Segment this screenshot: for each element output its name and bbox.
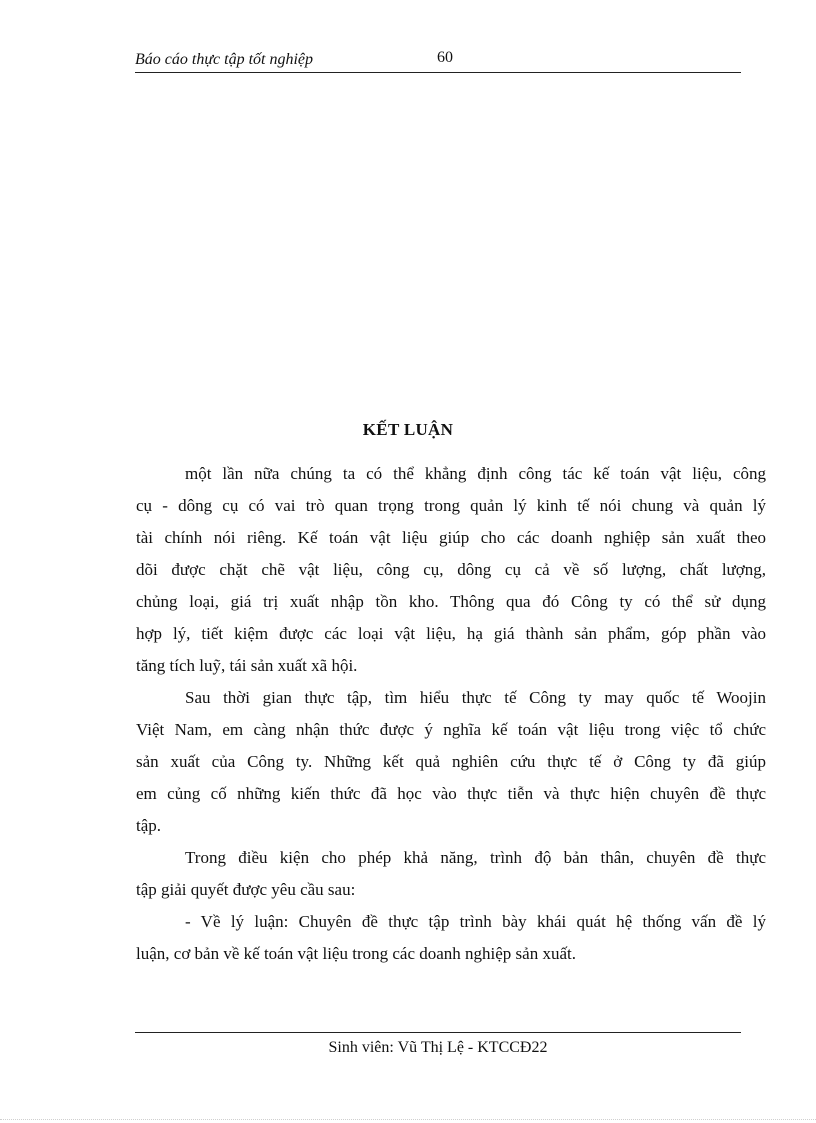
paragraph-line: sản xuất của Công ty. Những kết quả nghiên cứu thực tế ở Công ty đã giúp	[136, 752, 766, 771]
paragraph-line: tập.	[136, 816, 162, 835]
paragraph-line: Việt Nam, em càng nhận thức được ý nghĩa kế toán vật liệu trong việc tổ chức	[136, 720, 766, 739]
paragraph-line: hợp lý, tiết kiệm được các loại vật liệu, hạ giá thành sản phẩm, góp phần vào	[136, 624, 766, 643]
body-text	[136, 458, 766, 970]
page-header	[135, 48, 741, 73]
paragraph-line: chủng loại, giá trị xuất nhập tồn kho. Thông qua đó Công ty có thể sử dụng	[136, 592, 766, 611]
paragraph-line: một lần nữa chúng ta có thể khẳng định công tác kế toán vật liệu, công	[185, 464, 766, 483]
page-edge-divider	[0, 1119, 816, 1120]
paragraph-line: - Về lý luận: Chuyên đề thực tập trình bày khái quát hệ thống vấn đề lý	[185, 912, 766, 931]
page-footer	[135, 1032, 741, 1056]
paragraph-line: tài chính nói riêng. Kế toán vật liệu giúp cho các doanh nghiệp sản xuất theo	[136, 528, 766, 547]
paragraph-line: em củng cố những kiến thức đã học vào thực tiễn và thực hiện chuyên đề thực	[136, 784, 766, 803]
footer-text: Sinh viên: Vũ Thị Lệ - KTCCĐ22	[328, 1039, 548, 1056]
paragraph-line: cụ - dông cụ có vai trò quan trọng trong quản lý kinh tế nói chung và quản lý	[136, 496, 766, 515]
paragraph-line: tập giải quyết được yêu cầu sau:	[136, 880, 356, 899]
paragraph-line: Trong điều kiện cho phép khả năng, trình độ bản thân, chuyên đề thực	[185, 848, 766, 867]
paragraph-line: dõi được chặt chẽ vật liệu, công cụ, dông cụ cả về số lượng, chất lượng,	[136, 560, 766, 579]
section-heading: KẾT LUẬN	[362, 420, 454, 439]
paragraph-line: tăng tích luỹ, tái sản xuất xã hội.	[136, 656, 358, 675]
header-title: Báo cáo thực tập tốt nghiệp	[135, 51, 314, 68]
paragraph-line: Sau thời gian thực tập, tìm hiểu thực tế Công ty may quốc tế Woojin	[185, 688, 766, 707]
page-number: 60	[437, 49, 453, 66]
paragraph-line: luận, cơ bản về kế toán vật liệu trong các doanh nghiệp sản xuất.	[136, 944, 576, 963]
